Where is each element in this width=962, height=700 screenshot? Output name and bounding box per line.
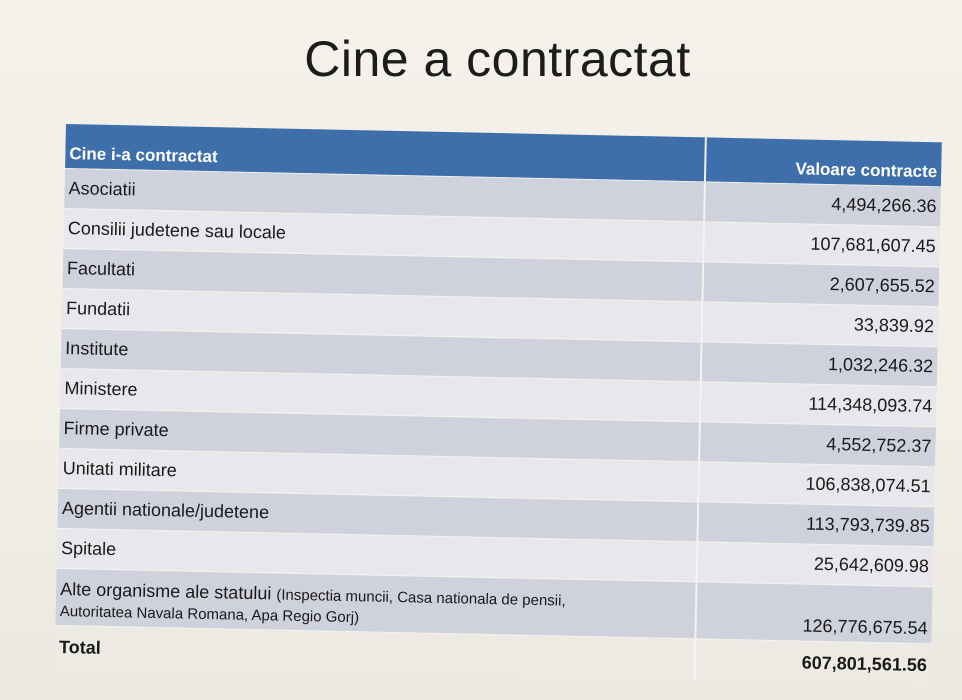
other-label: Alte organisme ale statului: [60, 578, 272, 604]
header-contractor: Cine i-a contractat: [65, 124, 706, 182]
row-value: 106,838,074.51: [698, 462, 935, 507]
header-contract-value: Valoare contracte: [705, 137, 942, 186]
row-label: Unitati militare: [58, 448, 699, 501]
other-note-line1: (Inspectia muncii, Casa nationala de pensii,: [276, 586, 566, 610]
row-value: 114,348,093.74: [700, 382, 937, 427]
row-value: 4,494,266.36: [704, 182, 941, 227]
row-label: Asociatii: [64, 168, 705, 221]
row-value: 4,552,752.37: [699, 422, 936, 467]
row-value: 33,839.92: [702, 302, 939, 347]
contracts-table-container: [55, 124, 942, 686]
row-label: Firme private: [59, 408, 700, 461]
row-label: Agentii nationale/judetene: [58, 488, 699, 541]
row-label: Spitale: [57, 528, 698, 581]
other-note-line2: Autoritatea Navala Romana, Apa Regio Gorj): [59, 602, 360, 627]
row-label: Facultati: [63, 248, 704, 301]
row-value: 1,032,246.32: [701, 342, 938, 387]
row-value: 2,607,655.52: [702, 262, 939, 307]
row-value: 107,681,607.45: [703, 222, 940, 267]
row-label: Fundatii: [62, 288, 703, 341]
row-value: 113,793,739.85: [697, 502, 934, 547]
total-value: 607,801,561.56: [694, 639, 931, 686]
row-label: Ministere: [60, 368, 701, 421]
contracts-table: [55, 124, 942, 686]
row-value: 126,776,675.54: [695, 582, 932, 644]
row-label: Consilii judetene sau locale: [63, 208, 704, 261]
slide-title: Cine a contractat: [304, 31, 691, 87]
row-value: 25,642,609.98: [697, 542, 934, 587]
row-label: Institute: [61, 328, 702, 381]
total-label: Total: [55, 625, 696, 681]
